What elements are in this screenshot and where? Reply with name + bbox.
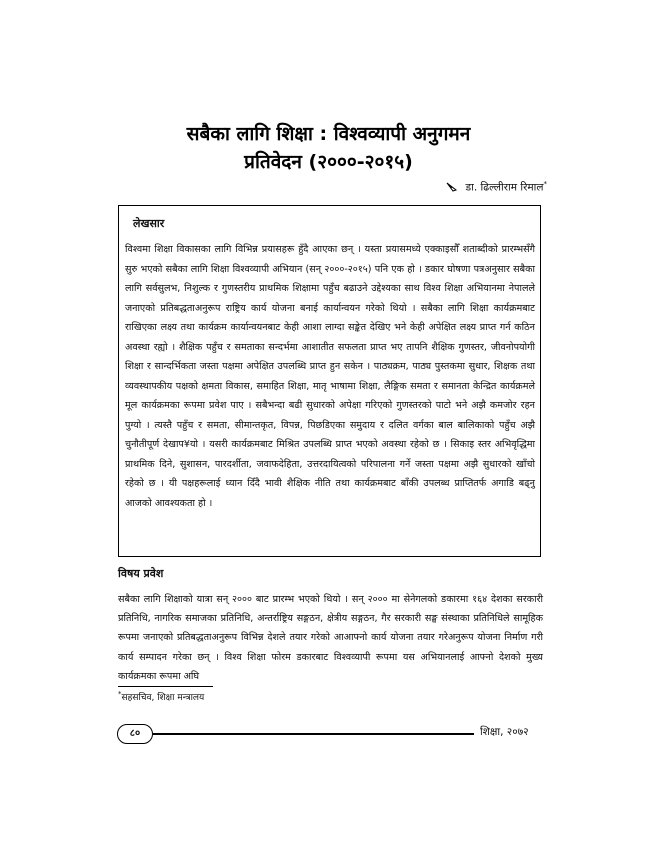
section-heading: विषय प्रवेश [118, 567, 164, 580]
pen-nib-icon [446, 181, 458, 193]
footnote-text: सहसचिव, शिक्षा मन्त्रालय [121, 693, 205, 703]
footer-rule [153, 733, 474, 735]
body-paragraph: सबैका लागि शिक्षाको यात्रा सन् २००० बाट प्रारम्भ भएको थियो । सन् २००० मा सेनेगलको डकारमा १६४ देशका सरकारी प्रतिनिधि, नागरिक समाजका प्रतिनिधि, अन्तर्राष्ट्रिय सङ्गठन, क्षेत्रीय सङ्गठन, गैर सरकारी सङ्घ संस्थाका प्रतिनिधिले सामूहिक रूपमा जनाएको प्रतिबद्धताअनुरूप विभिन्न देशले तयार गरेको आआफ्नो कार्य योजना तयार गरेअनुरूप योजना निर्माण गरी कार्य सम्पादन गरेका छन् । विश्व शिक्षा फोरम डकारबाट विश्वव्यापी रूपमा यस अभियानलाई आफ्नो देशको मुख्य कार्यक्रमका रूपमा अघि [118, 594, 543, 682]
article-title-line-1: सबैका लागि शिक्षा : विश्वव्यापी अनुगमन [186, 123, 471, 145]
journal-name: शिक्षा, २०७२ [480, 726, 529, 738]
footnote [118, 690, 204, 703]
footnote-divider [118, 686, 213, 687]
author-footnote-marker: * [543, 180, 547, 188]
abstract-box [118, 205, 541, 557]
footnote-marker: * [118, 690, 122, 698]
page-number: ८० [117, 724, 153, 744]
author-name: डा. ढिल्लीराम रिमाल* [465, 180, 547, 194]
article-title-line-2: प्रतिवेदन (२०००-२०१५) [244, 151, 413, 173]
abstract-heading: लेखसार [133, 217, 165, 230]
abstract-text: विश्वमा शिक्षा विकासका लागि विभिन्न प्रयासहरू हुँदै आएका छन् । यस्ता प्रयासमध्ये एक्काइसौँ शताब्दीको प्रारम्भसँगै सुरु भएको सबैका लागि शिक्षा विश्वव्यापी अभियान (सन् २०००-२०१५) पनि एक हो । डकार घोषणा पत्रअनुसार सबैका लागि सर्वसुलभ, निशुल्क र गुणस्तरीय प्राथमिक शिक्षामा पहुँच बढाउने उद्देश्यका साथ विश्व शिक्षा अभियानमा नेपालले जनाएको प्रतिबद्धताअनुरूप राष्ट्रिय कार्य योजना बनाई कार्यान्वयन गरेको थियो । सबैका लागि शिक्षा कार्यक्रमबाट राखिएका लक्ष्य तथा कार्यक्रम कार्यान्वयनबाट केही आशा लाग्दा सङ्केत देखिए भने केही अपेक्षित लक्ष्य प्राप्त गर्न कठिन अवस्था रह्यो । शैक्षिक पहुँच र समताका सन्दर्भमा आशातीत सफलता प्राप्त भए तापनि शैक्षिक गुणस्तर, जीवनोपयोगी शिक्षा र सान्दर्भिकता जस्ता पक्षमा अपेक्षित उपलब्धि प्राप्त हुन सकेन । पाठ्यक्रम, पाठ्य पुस्तकमा सुधार, शिक्षक तथा व्यवस्थापकीय पक्षको क्षमता विकास, समाहित शिक्षा, मातृ भाषामा शिक्षा, लैङ्गिक समता र समानता केन्द्रित कार्यक्रमले मूल कार्यक्रमका रूपमा प्रवेश पाए । सबैभन्दा बढी सुधारको अपेक्षा गरिएको गुणस्तरको पाटो भने अझै कमजोर रहन पुग्यो । त्यस्तै पहुँच र समता, सीमान्तकृत, विपन्न, पिछडिएका समुदाय र दलित वर्गका बाल बालिकाको पहुँच अझै चुनौतीपूर्ण देखाप¥यो । यसरी कार्यक्रमबाट मिश्रित उपलब्धि प्राप्त भएको अवस्था रहेको छ । सिकाइ स्तर अभिवृद्धिमा प्राथमिक दिने, सुशासन, पारदर्शीता, जवाफदेहिता, उत्तरदायित्वको परिपालना गर्ने जस्ता पक्षमा अझै सुधारको खाँचो रहेको छ । यी पक्षहरूलाई ध्यान दिँदै भावी शैक्षिक नीति तथा कार्यक्रमबाट बाँकी उपलब्ध प्राप्तितर्फ अगाडि बढ्नु आजको आवश्यकता हो । [125, 244, 535, 509]
author-byline [446, 180, 547, 195]
